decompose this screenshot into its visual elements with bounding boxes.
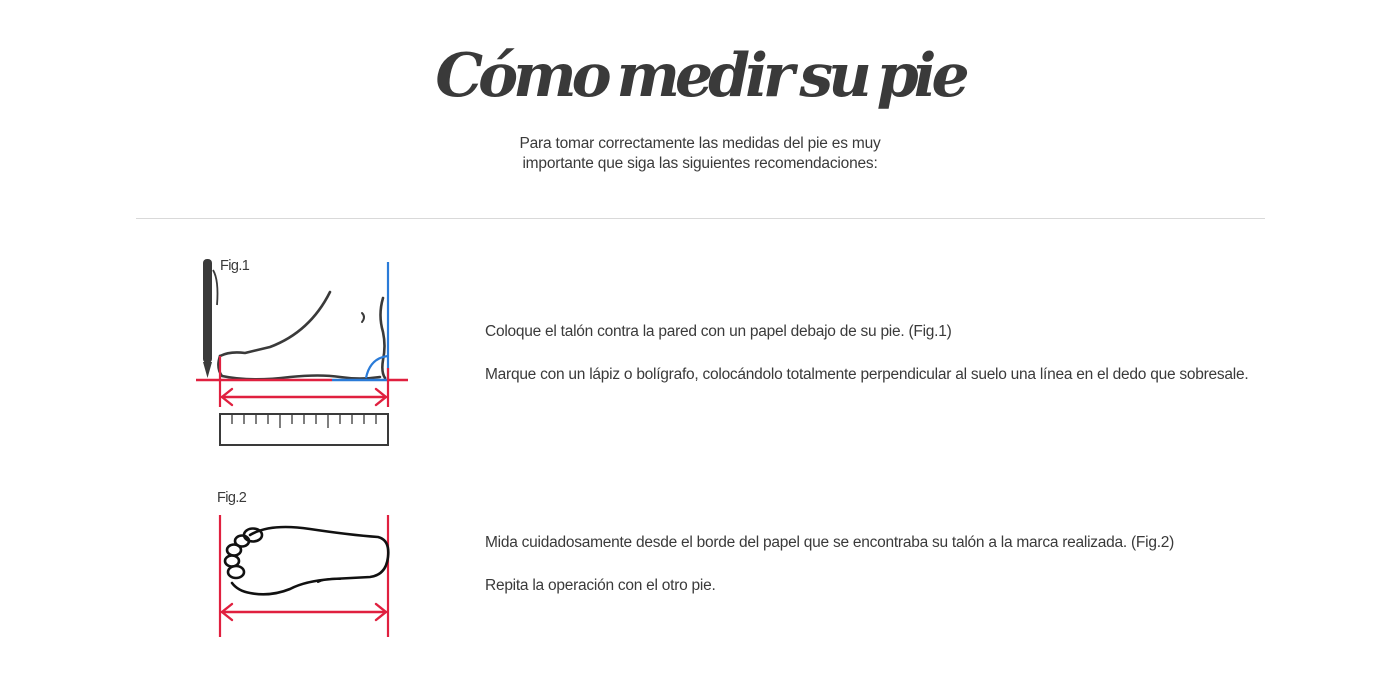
ruler-icon xyxy=(220,414,388,445)
foot-top-icon xyxy=(225,527,388,594)
step-4-text: Repita la operación con el otro pie. xyxy=(485,577,716,594)
foot-side-measure-illustration xyxy=(190,250,420,455)
step-1-text: Coloque el talón contra la pared con un papel debajo de su pie. (Fig.1) xyxy=(485,323,952,340)
measure-arrow-icon xyxy=(222,604,386,620)
intro-line-2: importante que siga las siguientes recomendaciones: xyxy=(522,155,878,172)
step-2-text: Marque con un lápiz o bolígrafo, colocándolo totalmente perpendicular al suelo una línea en el dedo que sobresale. xyxy=(485,366,1249,383)
fig2-label: Fig.2 xyxy=(217,490,247,506)
step-3-text: Mida cuidadosamente desde el borde del papel que se encontraba su talón a la marca realizada. (Fig.2) xyxy=(485,534,1175,551)
fig1-label: Fig.1 xyxy=(220,258,250,274)
figure-1 xyxy=(190,250,420,455)
intro-text xyxy=(450,134,950,174)
measure-arrow-icon xyxy=(222,389,386,405)
foot-side-icon xyxy=(218,292,385,379)
intro-line-1: Para tomar correctamente las medidas del pie es muy xyxy=(519,135,881,152)
figure-2 xyxy=(210,485,400,645)
pencil-icon xyxy=(203,259,218,378)
section-divider xyxy=(136,218,1265,219)
foot-top-measure-illustration xyxy=(210,485,400,645)
page-title: Cómo medir su pie xyxy=(435,41,965,111)
